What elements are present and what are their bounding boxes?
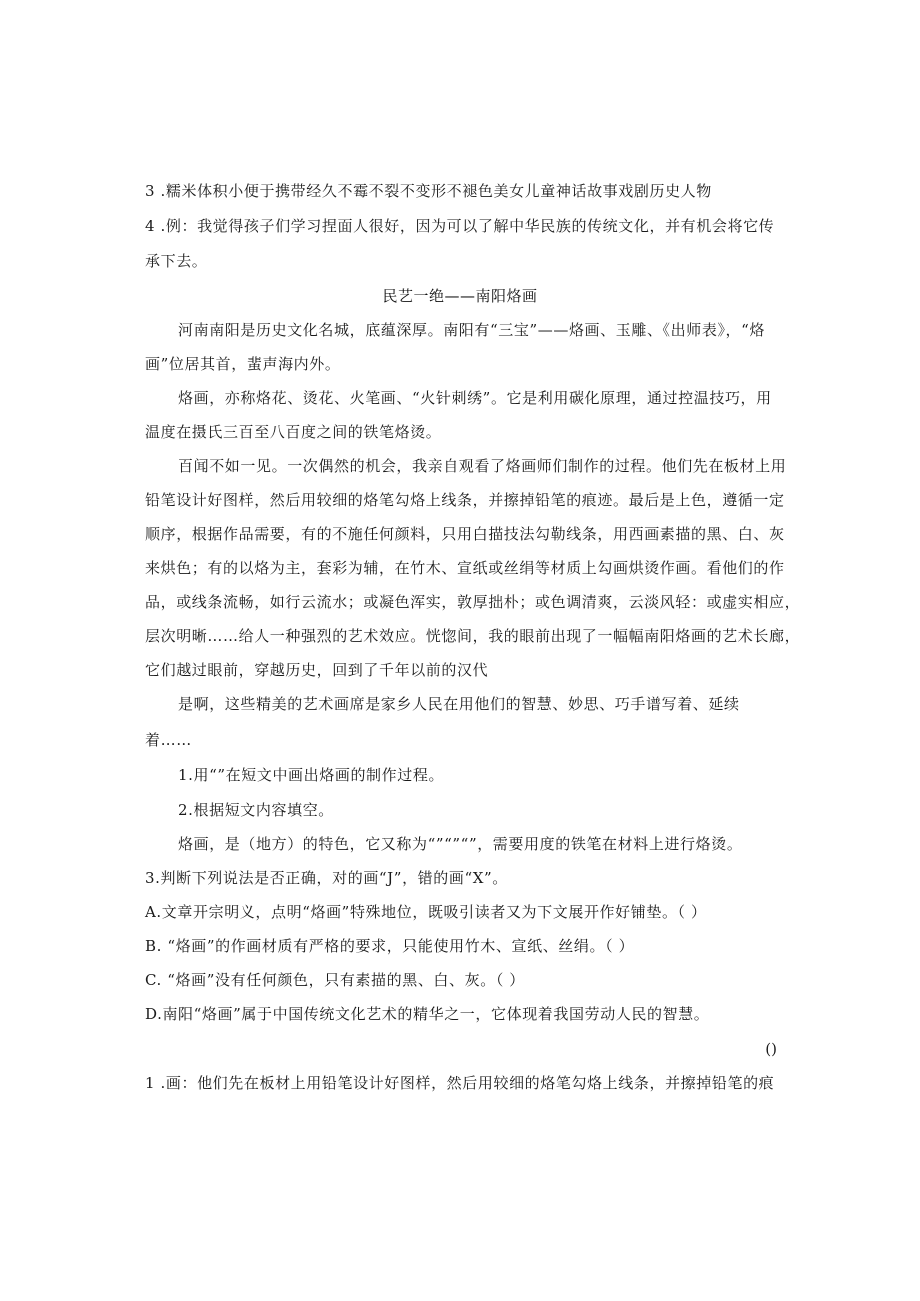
- paragraph-1-line2: 画”位居其首，蜚声海内外。: [145, 355, 341, 373]
- paragraph-3-line1: 百闻不如一见。一次偶然的机会，我亲自观看了烙画师们制作的过程。他们先在板材上用: [178, 457, 787, 475]
- paragraph-4-line1: 是啊，这些精美的艺术画席是家乡人民在用他们的智慧、妙思、巧手谱写着、延续: [178, 695, 740, 713]
- question-3-option-d: D.南阳“烙画”属于中国传统文化艺术的精华之一，它体现着我国劳动人民的智慧。: [145, 1005, 710, 1023]
- answer-4-line2: 承下去。: [145, 252, 208, 270]
- question-2-fill: 烙画，是（地方）的特色，它又称为“”“”“”，需要用度的铁笔在材料上进行烙烫。: [178, 835, 743, 853]
- paragraph-3-line2: 铅笔设计好图样，然后用较细的烙笔勾烙上线条，并擦掉铅笔的痕迹。最后是上色，遵循一定: [145, 491, 785, 509]
- paragraph-2-line1: 烙画，亦称烙花、烫花、火笔画、“火针刺绣”。它是利用碳化原理，通过控温技巧，用: [178, 389, 772, 407]
- answer-3: 3 .糯米体积小便于携带经久不霉不裂不变形不褪色美女儿童神话故事戏剧历史人物: [145, 182, 712, 200]
- question-3-option-d-blank: (): [765, 1040, 777, 1058]
- article-title: 民艺一绝——南阳烙画: [382, 287, 538, 305]
- question-3-option-b: B. “烙画”的作画材质有严格的要求，只能使用竹木、宣纸、丝绢。（ ）: [145, 937, 635, 955]
- question-3-option-a: A.文章开宗明义，点明“烙画”特殊地位，既吸引读者又为下文展开作好铺垫。（ ）: [145, 903, 707, 921]
- paragraph-3-line6: 层次明晰……给人一种强烈的艺术效应。恍惚间，我的眼前出现了一幅幅南阳烙画的艺术长廊，: [145, 627, 801, 645]
- paragraph-4-line2: 着……: [145, 731, 192, 749]
- question-3-option-c: C. “烙画”没有任何颜色，只有素描的黑、白、灰。（ ）: [145, 971, 525, 989]
- paragraph-3-line4: 来烘色；有的以烙为主，套彩为辅，在竹木、宣纸或丝绢等材质上勾画烘烫作画。看他们的作: [145, 559, 785, 577]
- paragraph-2-line2: 温度在摄氏三百至八百度之间的铁笔烙烫。: [145, 423, 442, 441]
- paragraph-3-line3: 顺序，根据作品需要，有的不施任何颜料，只用白描技法勾勒线条，用西画素描的黑、白、灰: [145, 525, 785, 543]
- paragraph-3-line7: 它们越过眼前，穿越历史，回到了千年以前的汉代: [145, 661, 489, 679]
- paragraph-1-line1: 河南南阳是历史文化名城，底蕴深厚。南阳有“三宝”——烙画、玉雕、《出师表》，“烙: [178, 321, 766, 339]
- paragraph-3-line5: 品，或线条流畅，如行云流水；或凝色浑实，敦厚拙朴；或色调清爽，云淡风轻：或虚实相应，: [145, 593, 801, 611]
- question-1: 1.用“”在短文中画出烙画的制作过程。: [178, 766, 445, 784]
- answer-1: 1 .画：他们先在板材上用铅笔设计好图样，然后用较细的烙笔勾烙上线条，并擦掉铅笔的痕: [145, 1074, 775, 1092]
- answer-4-line1: 4 .例：我觉得孩子们学习捏面人很好，因为可以了解中华民族的传统文化，并有机会将它传: [145, 217, 775, 235]
- question-3: 3.判断下列说法是否正确，对的画“J”，错的画“X”。: [145, 869, 508, 887]
- question-2: 2.根据短文内容填空。: [178, 801, 334, 819]
